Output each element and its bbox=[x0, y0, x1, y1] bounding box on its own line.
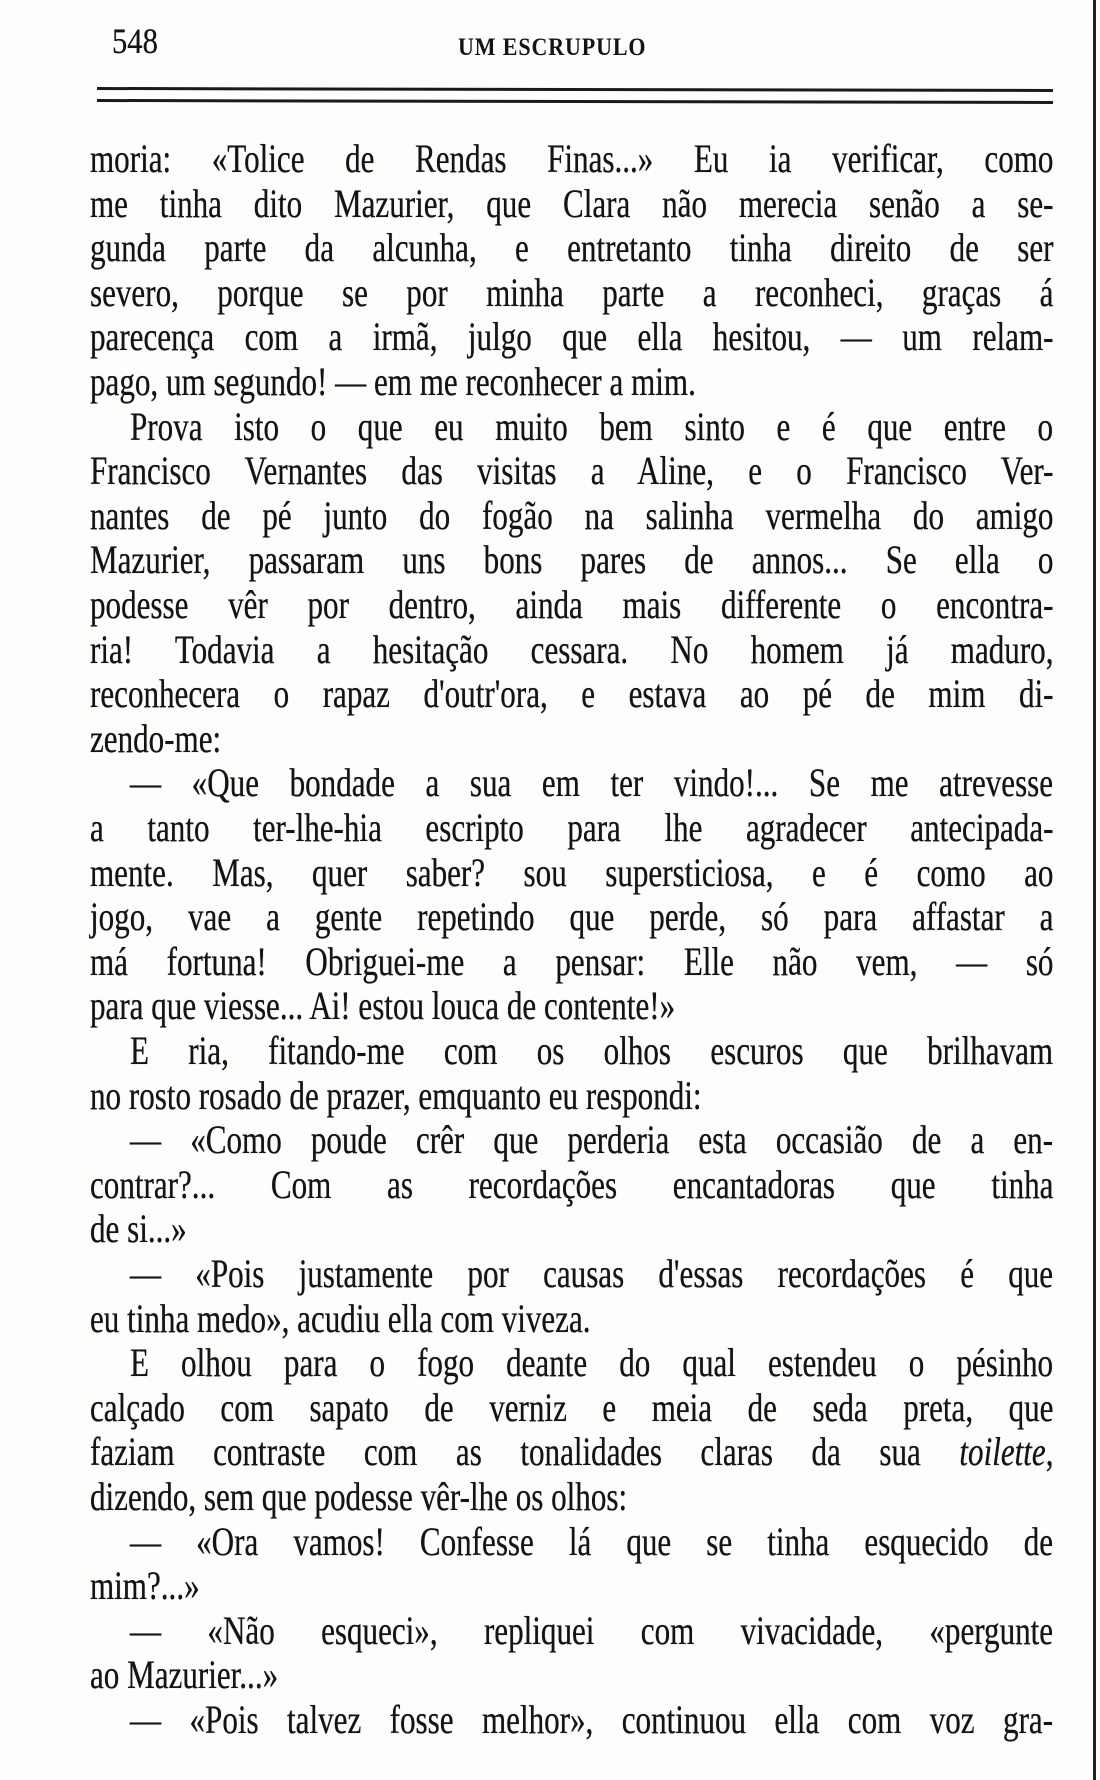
text-line: parecença com a irmã, julgo que ella hesitou, — um relam- bbox=[90, 314, 1054, 360]
text-line: dizendo, sem que podesse vêr-lhe os olhos: bbox=[90, 1474, 628, 1519]
text-line: — «Que bondade a sua em ter vindo!... Se me atrevesse bbox=[130, 760, 1054, 806]
text-line: reconhecera o rapaz d'outr'ora, e estava ao pé de mim di- bbox=[90, 671, 1054, 717]
text-line: — «Pois talvez fosse melhor», continuou ella com voz gra- bbox=[130, 1697, 1054, 1742]
text-segment: , bbox=[1045, 1429, 1054, 1475]
text-line: zendo-me: bbox=[90, 715, 222, 761]
text-line: podesse vêr por dentro, ainda mais differente o encontra- bbox=[90, 582, 1054, 627]
text-line: Francisco Vernantes das visitas a Aline, e o Francisco Ver- bbox=[90, 448, 1054, 494]
text-segment: faziam contraste com as tonalidades claras da sua bbox=[90, 1429, 960, 1475]
text-line: a tanto ter-lhe-hia escripto para lhe agradecer antecipada- bbox=[90, 805, 1054, 850]
scan-edge-border bbox=[1093, 0, 1096, 1780]
text-line: E olhou para o fogo deante do qual estendeu o pésinho bbox=[130, 1340, 1054, 1386]
page-number: 548 bbox=[112, 21, 158, 61]
text-line: — «Pois justamente por causas d'essas recordações é que bbox=[130, 1251, 1054, 1296]
header-rule-bottom bbox=[97, 99, 1053, 104]
text-line bbox=[90, 1430, 1053, 1474]
text-line: má fortuna! Obriguei-me a pensar: Elle não vem, — só bbox=[90, 938, 1054, 984]
text-line: no rosto rosado de prazer, emquanto eu respondi: bbox=[90, 1072, 702, 1118]
text-line: — «Não esqueci», repliquei com vivacidade, «pergunte bbox=[130, 1607, 1054, 1653]
running-title: UM ESCRUPULO bbox=[458, 34, 647, 61]
text-line: eu tinha medo», acudiu ella com viveza. bbox=[90, 1295, 591, 1341]
text-line: — «Como poude crêr que perderia esta occasião de a en- bbox=[130, 1117, 1054, 1163]
text-line: Prova isto o que eu muito bem sinto e é que entre o bbox=[130, 403, 1054, 449]
text-line: pago, um segundo! — em me reconhecer a mim. bbox=[90, 359, 696, 404]
text-line: — «Ora vamos! Confesse lá que se tinha esquecido de bbox=[130, 1518, 1054, 1564]
text-line-content bbox=[90, 1430, 1053, 1474]
text-line: gunda parte da alcunha, e entretanto tinha direito de ser bbox=[90, 225, 1054, 271]
text-line: de si...» bbox=[90, 1206, 187, 1252]
text-line: para que viesse... Ai! estou louca de contente!» bbox=[90, 983, 676, 1029]
text-line: calçado com sapato de verniz e meia de seda preta, que bbox=[90, 1384, 1054, 1430]
text-line: moria: «Tolice de Rendas Finas...» Eu ia verificar, como bbox=[90, 136, 1054, 181]
text-line: ria! Todavia a hesitação cessara. No homem já maduro, bbox=[90, 626, 1054, 672]
text-line: severo, porque se por minha parte a reconheci, graças á bbox=[90, 269, 1054, 315]
text-line: jogo, vae a gente repetindo que perde, só para affastar a bbox=[90, 894, 1054, 940]
text-line: ao Mazurier...» bbox=[90, 1652, 279, 1698]
header-rule-top bbox=[97, 87, 1053, 92]
text-line: E ria, fitando-me com os olhos escuros que brilhavam bbox=[130, 1028, 1054, 1073]
text-line: mim?...» bbox=[90, 1563, 200, 1609]
text-line: me tinha dito Mazurier, que Clara não merecia senão a se- bbox=[90, 180, 1054, 226]
italic-word: toilette bbox=[959, 1429, 1046, 1475]
text-line: Mazurier, passaram uns bons pares de annos... Se ella o bbox=[90, 537, 1054, 583]
text-line: contrar?... Com as recordações encantadoras que tinha bbox=[90, 1161, 1054, 1207]
text-line: nantes de pé junto do fogão na salinha vermelha do amigo bbox=[90, 492, 1054, 538]
text-line: mente. Mas, quer saber? sou supersticiosa, e é como ao bbox=[90, 849, 1054, 895]
